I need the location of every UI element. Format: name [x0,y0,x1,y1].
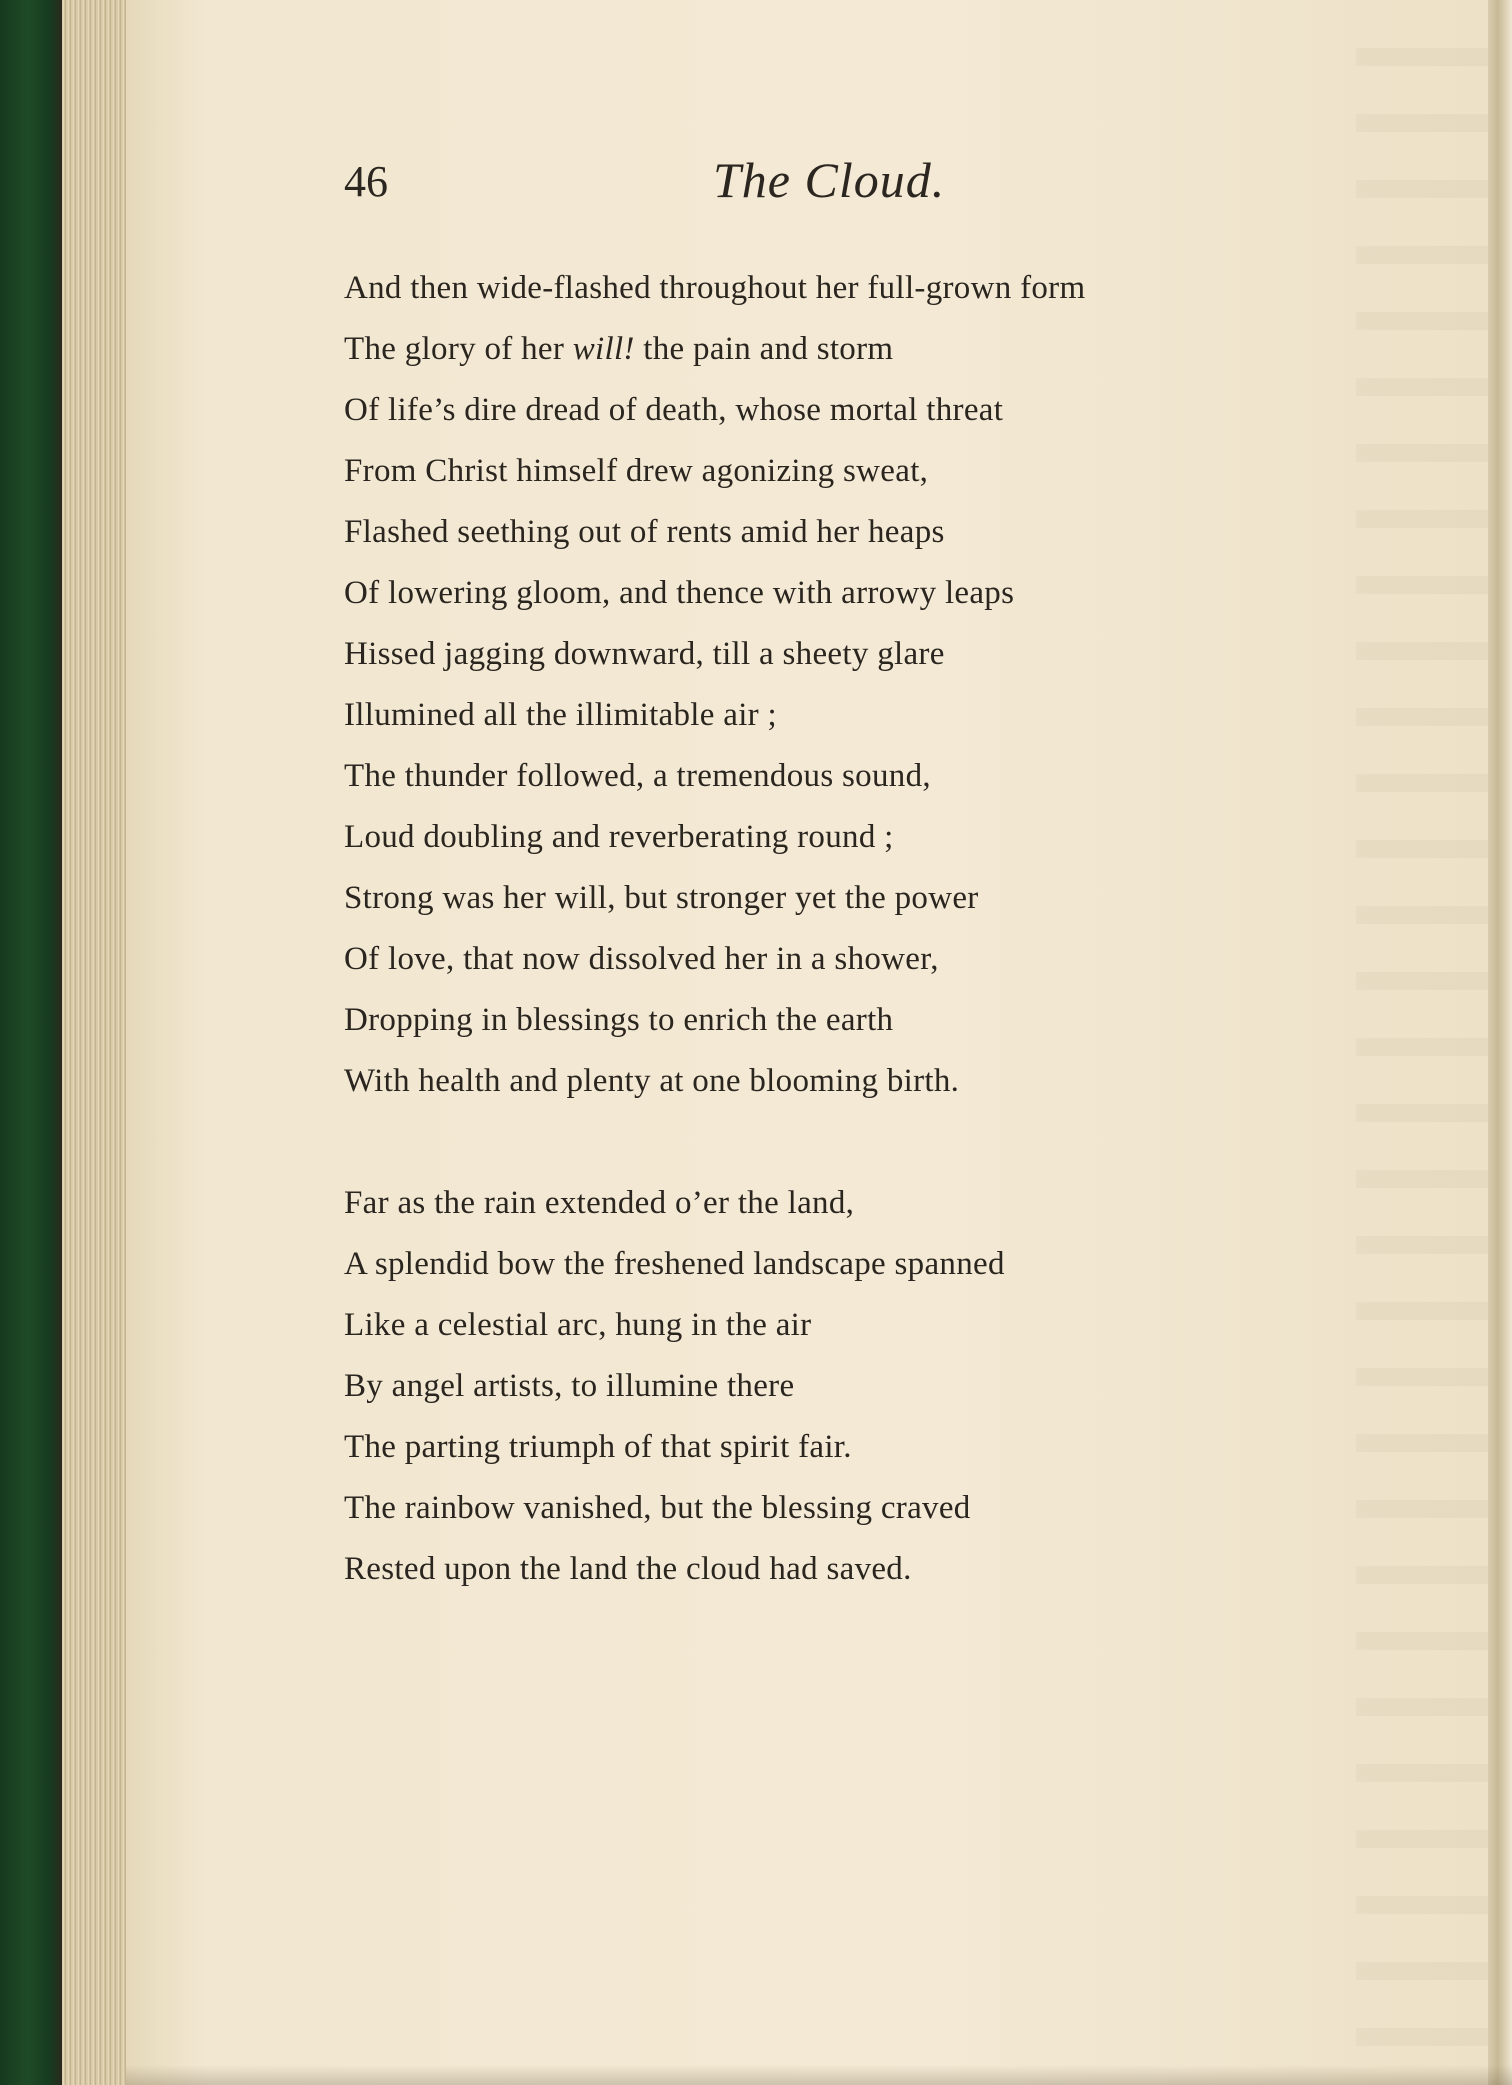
verse-line [344,1478,1344,1539]
stanza [344,258,1344,1112]
verse-line [344,502,1344,563]
verse-line [344,1356,1344,1417]
verse-text: Of lowering gloom, and thence with arrowy leaps [344,575,1015,611]
verse-text: The glory of her [344,331,573,367]
page-edges [62,0,126,2085]
verse-line [344,1417,1344,1478]
verse-line [344,868,1344,929]
verse-text: Of love, that now dissolved her in a shower, [344,941,939,977]
verse-text: Dropping in blessings to enrich the earth [344,1002,894,1038]
verse-line [344,1295,1344,1356]
verse-text: Far as the rain extended o’er the land, [344,1185,855,1221]
verse-line [344,441,1344,502]
verse-line [344,319,1344,380]
verse-line [344,990,1344,1051]
running-title: The Cloud. [713,152,946,208]
verse-text: Strong was her will, but stronger yet the power [344,880,979,916]
verse-line [344,1539,1344,1600]
verse-line [344,1051,1344,1112]
page-right-edge [1488,0,1512,2085]
verse-line [344,624,1344,685]
page-bottom-shadow [126,2065,1512,2085]
verse-text: Loud doubling and reverberating round ; [344,819,894,855]
verse-text: With health and plenty at one blooming birth. [344,1063,960,1099]
green-cloth-cover [0,0,62,2085]
verse-text: The parting triumph of that spirit fair. [344,1429,852,1465]
verse-text: Like a celestial arc, hung in the air [344,1307,812,1343]
emphasized-word: will! [572,331,635,367]
poem-text [344,258,1344,1600]
verse-text: A splendid bow the freshened landscape spanned [344,1246,1005,1282]
verse-line [344,380,1344,441]
verse-line [344,258,1344,319]
page-number: 46 [344,157,388,206]
verse-text: the pain and storm [634,331,894,367]
verse-line [344,685,1344,746]
verse-text: Of life’s dire dread of death, whose mortal threat [344,392,1004,428]
verse-line [344,929,1344,990]
verse-text: Hissed jagging downward, till a sheety glare [344,636,945,672]
verse-text: Illumined all the illimitable air ; [344,697,777,733]
verse-text: The thunder followed, a tremendous sound, [344,758,931,794]
verse-text: The rainbow vanished, but the blessing craved [344,1490,971,1526]
verse-text: By angel artists, to illumine there [344,1368,795,1404]
verse-text: Rested upon the land the cloud had saved. [344,1551,912,1587]
verse-line [344,1173,1344,1234]
verse-text: From Christ himself drew agonizing sweat, [344,453,929,489]
verse-line [344,563,1344,624]
stanza [344,1173,1344,1600]
verse-line [344,746,1344,807]
verse-line [344,807,1344,868]
verse-text: And then wide-flashed throughout her full-grown form [344,270,1086,306]
verse-line [344,1234,1344,1295]
verse-text: Flashed seething out of rents amid her heaps [344,514,945,550]
